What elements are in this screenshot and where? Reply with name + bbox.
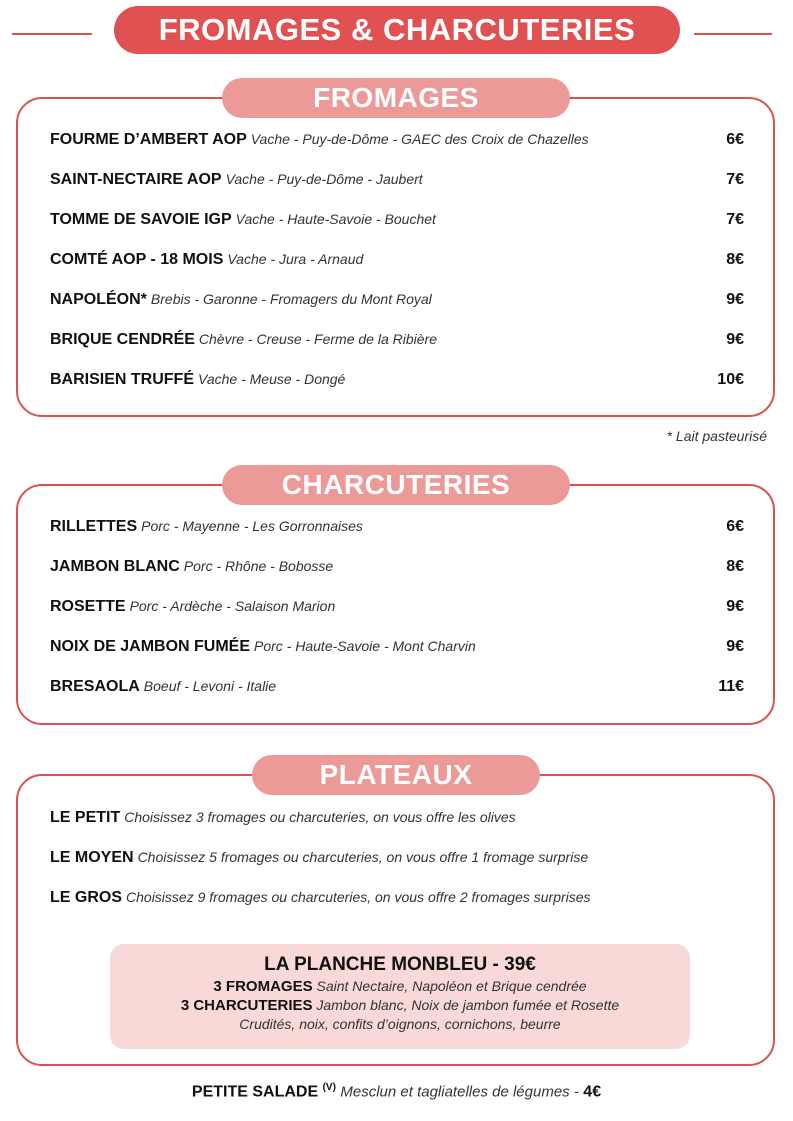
item-desc: Porc - Ardèche - Salaison Marion — [129, 598, 336, 614]
item-desc: Choisissez 9 fromages ou charcuteries, on vous offre 2 fromages surprises — [126, 889, 591, 905]
fromages-title: FROMAGES — [222, 78, 570, 118]
item-name: RILLETTES — [50, 518, 138, 535]
menu-item — [50, 558, 744, 580]
item-price: 9€ — [726, 331, 744, 348]
planche-charcuteries-desc: Jambon blanc, Noix de jambon fumée et Rosette — [316, 997, 620, 1013]
item-name: SAINT-NECTAIRE AOP — [50, 171, 222, 188]
item-name: ROSETTE — [50, 598, 126, 615]
planche-extras — [110, 1016, 690, 1032]
menu-item — [50, 371, 744, 393]
menu-item — [50, 678, 744, 700]
planche-extras-text: Crudités, noix, confits d’oignons, cornichons, beurre — [239, 1016, 561, 1032]
item-desc: Porc - Haute-Savoie - Mont Charvin — [254, 638, 476, 654]
menu-item — [50, 809, 744, 831]
menu-item — [50, 518, 744, 540]
item-desc: Vache - Haute-Savoie - Bouchet — [235, 211, 436, 227]
menu-item — [50, 211, 744, 233]
item-name: BRESAOLA — [50, 678, 140, 695]
menu-item — [50, 251, 744, 273]
salade-tag: (V) — [322, 1082, 336, 1093]
planche-panel — [110, 944, 690, 1049]
planche-charcuteries — [110, 997, 690, 1014]
item-name: BRIQUE CENDRÉE — [50, 331, 195, 348]
header-left-rule — [12, 33, 92, 35]
menu-item — [50, 849, 744, 871]
item-name: LE GROS — [50, 889, 123, 906]
item-price: 9€ — [726, 598, 744, 615]
item-price: 7€ — [726, 211, 744, 228]
charcuteries-title: CHARCUTERIES — [222, 465, 570, 505]
item-desc: Vache - Puy-de-Dôme - GAEC des Croix de Chazelles — [250, 131, 589, 147]
item-desc: Choisissez 3 fromages ou charcuteries, on vous offre les olives — [124, 809, 516, 825]
menu-item — [50, 131, 744, 153]
item-price: 10€ — [717, 371, 744, 388]
item-desc: Brebis - Garonne - Fromagers du Mont Royal — [150, 291, 432, 307]
footnote: * Lait pasteurisé — [666, 428, 767, 444]
item-name: NAPOLÉON* — [50, 291, 147, 308]
item-name: TOMME DE SAVOIE IGP — [50, 211, 232, 228]
menu-item — [50, 889, 744, 911]
item-price: 7€ — [726, 171, 744, 188]
item-desc: Vache - Puy-de-Dôme - Jaubert — [225, 171, 423, 187]
menu-item — [50, 331, 744, 353]
item-desc: Porc - Rhône - Bobosse — [183, 558, 334, 574]
item-name: COMTÉ AOP - 18 MOIS — [50, 251, 224, 268]
item-price: 6€ — [726, 131, 744, 148]
plateaux-title: PLATEAUX — [252, 755, 540, 795]
menu-item — [50, 598, 744, 620]
item-name: LE MOYEN — [50, 849, 134, 866]
planche-charcuteries-label: 3 CHARCUTERIES — [180, 997, 313, 1014]
item-name: NOIX DE JAMBON FUMÉE — [50, 638, 251, 655]
header-right-rule — [694, 33, 772, 35]
item-name: JAMBON BLANC — [50, 558, 180, 575]
planche-fromages-label: 3 FROMAGES — [213, 978, 313, 995]
item-desc: Boeuf - Levoni - Italie — [143, 678, 277, 694]
item-price: 11€ — [718, 678, 744, 695]
item-price: 8€ — [726, 251, 744, 268]
item-price: 9€ — [726, 638, 744, 655]
item-name: BARISIEN TRUFFÉ — [50, 371, 194, 388]
planche-fromages — [110, 978, 690, 995]
salade-name: PETITE SALADE — [191, 1083, 319, 1101]
petite-salade — [0, 1082, 793, 1101]
salade-desc: Mesclun et tagliatelles de légumes - — [340, 1083, 579, 1101]
planche-title: LA PLANCHE MONBLEU - 39€ — [264, 954, 536, 975]
item-desc: Porc - Mayenne - Les Gorronnaises — [141, 518, 363, 534]
item-desc: Chèvre - Creuse - Ferme de la Ribière — [198, 331, 437, 347]
item-name: FOURME D’AMBERT AOP — [50, 131, 247, 148]
item-name: LE PETIT — [50, 809, 121, 826]
planche-fromages-desc: Saint Nectaire, Napoléon et Brique cendrée — [316, 978, 587, 994]
page-title: FROMAGES & CHARCUTERIES — [114, 6, 680, 54]
menu-item — [50, 638, 744, 660]
item-desc: Choisissez 5 fromages ou charcuteries, on vous offre 1 fromage surprise — [137, 849, 589, 865]
salade-price: 4€ — [583, 1083, 602, 1101]
item-desc: Vache - Meuse - Dongé — [198, 371, 346, 387]
item-desc: Vache - Jura - Arnaud — [227, 251, 364, 267]
menu-item — [50, 291, 744, 313]
item-price: 8€ — [726, 558, 744, 575]
item-price: 6€ — [726, 518, 744, 535]
menu-item — [50, 171, 744, 193]
item-price: 9€ — [726, 291, 744, 308]
